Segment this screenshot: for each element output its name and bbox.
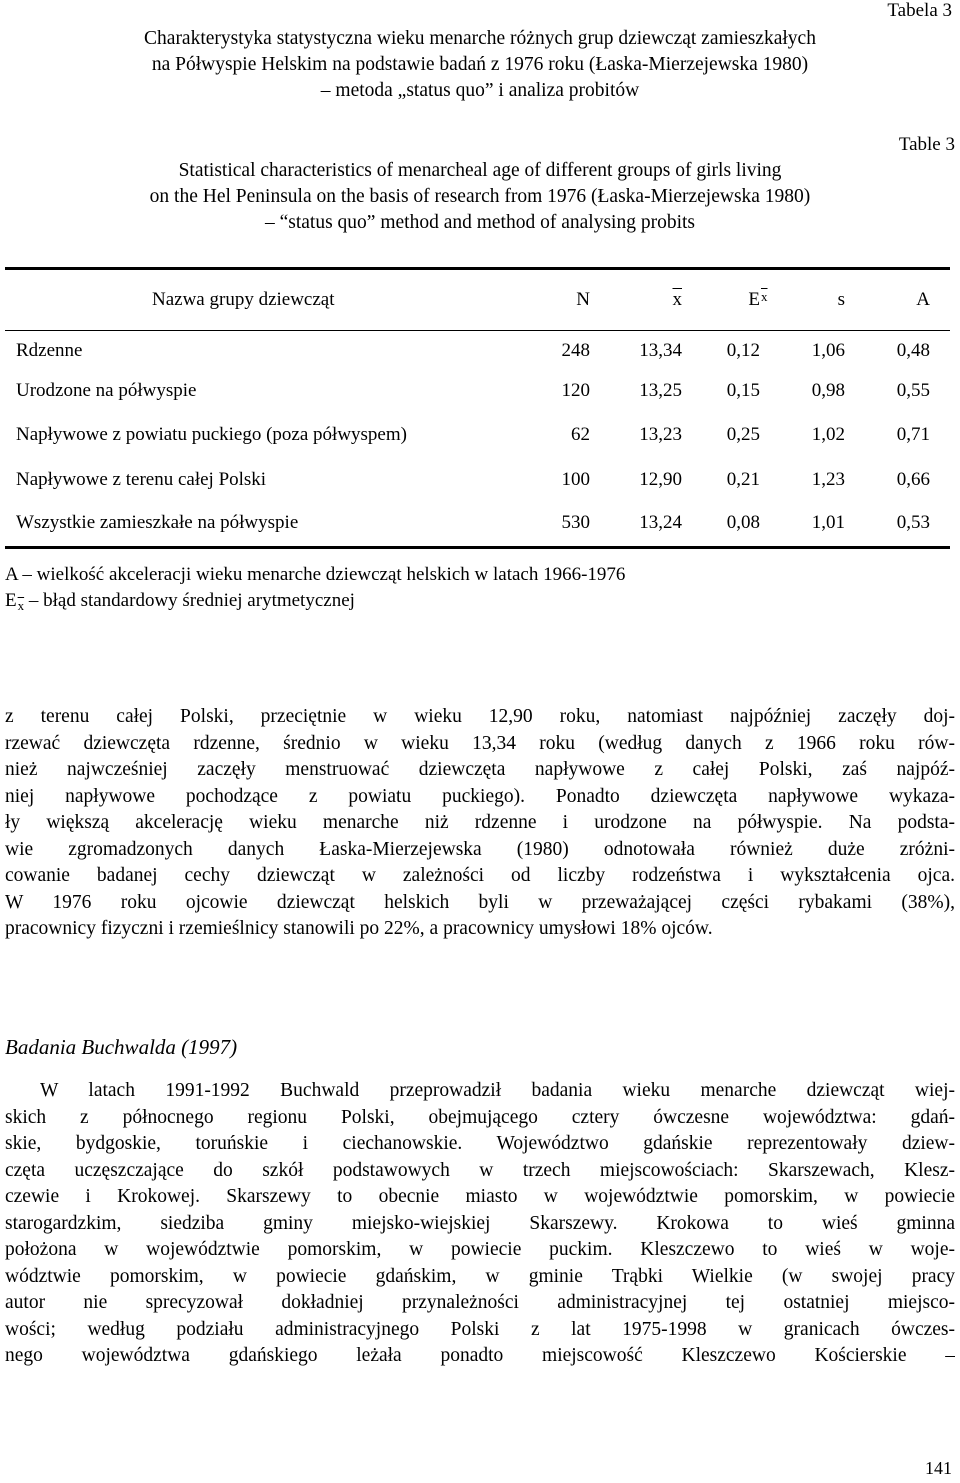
paragraph-line: położona w województwie pomorskim, w powiecie puckim. Kleszczewo to wieś w woje-: [5, 1239, 955, 1260]
table-row: [0, 424, 960, 454]
table-row: [0, 340, 960, 370]
caption-en: [60, 158, 900, 236]
paragraph-line: niej napływowe pochodzące z powiatu puckiego). Ponadto dziewczęta napływowe wykaza-: [5, 785, 955, 807]
caption-pl-line: na Półwyspie Helskim na podstawie badań z 1976 roku (Łaska-Mierzejewska 1980): [151, 54, 809, 75]
cell-a: 0,71: [896, 424, 930, 445]
paragraph-line: autor nie sprecyzował dokładniej przynależności administracyjnej tej ostatniej miejsco-: [5, 1292, 955, 1313]
note-e: $E_{\overline{x}}$ – błąd standardowy średniej arytmetycznej: [5, 590, 355, 613]
cell-a: 0,55: [896, 380, 930, 401]
caption-pl-line: Charakterystyka statystyczna wieku menarche różnych grup dziewcząt zamieszkałych: [144, 28, 816, 49]
caption-en-line: Statistical characteristics of menarcheal age of different groups of girls living: [178, 160, 782, 181]
table-bottom-rule: [5, 546, 950, 549]
cell-a: 0,53: [896, 512, 930, 533]
paragraph-line: częta uczęszczające do szkół podstawowych w trzech miejscowościach: Skarszewach, Klesz-: [5, 1159, 955, 1181]
cell-mean: 13,25: [639, 380, 682, 401]
paragraph-line: W 1976 roku ojcowie dziewcząt helskich byli w przeważającej części rybakami (38%),: [5, 891, 955, 913]
cell-s: 1,01: [811, 512, 845, 533]
section-heading: Badania Buchwalda (1997): [5, 1035, 238, 1059]
paragraph-line: wości; według podziału administracyjnego Polski z lat 1975-1998 w granicach ówczes-: [5, 1318, 955, 1340]
paragraph-line: z terenu całej Polski, przeciętnie w wieku 12,90 roku, natomiast najpóźniej zaczęły doj-: [5, 706, 955, 727]
cell-n: 120: [561, 380, 590, 401]
page-number: 141: [925, 1458, 952, 1478]
table-row: [0, 380, 960, 410]
paragraph-line: pracownicy fizyczni i rzemieślnicy stanowili po 22%, a pracownicy umysłowi 18% ojców.: [5, 918, 713, 939]
caption-en-line: on the Hel Peninsula on the basis of research from 1976 (Łaska-Mierzejewska 1980): [149, 186, 811, 207]
header-se: E $\overline{x}$: [748, 289, 768, 310]
cell-n: 530: [561, 512, 590, 533]
table-row: [0, 469, 960, 499]
cell-mean: 13,23: [639, 424, 682, 445]
paragraph-line: cowanie badanej cechy dziewcząt w zależności od liczby rodzeństwa i wykształcenia ojca.: [5, 865, 955, 886]
paragraph-1: [5, 704, 955, 943]
paragraph-line: skie, bydgoskie, toruńskie i ciechanowskie. Województwo gdańskie reprezentowały dziew-: [5, 1133, 955, 1154]
cell-s: 1,23: [811, 469, 845, 490]
cell-se: 0,25: [726, 424, 760, 445]
paragraph-line: ły większą akcelerację wieku menarche niż rdzenne i urodzone na półwyspie. Na podsta-: [5, 812, 955, 833]
caption-pl-line: – metoda „status quo” i analiza probitów: [320, 80, 640, 101]
cell-se: 0,21: [726, 469, 760, 490]
cell-s: 1,06: [811, 340, 845, 361]
table-label-pl: Tabela 3: [887, 0, 952, 21]
cell-n: 62: [571, 424, 590, 445]
table-header-row: [0, 289, 960, 319]
note-a: A – wielkość akceleracji wieku menarche dziewcząt helskich w latach 1966-1976: [5, 564, 626, 585]
cell-se: 0,15: [726, 380, 760, 401]
cell-group: Urodzone na półwyspie: [16, 380, 197, 401]
cell-se: 0,08: [726, 512, 760, 533]
paragraph-line: skich z północnego regionu Polski, obejmującego cztery ówczesne województwa: gdań-: [5, 1106, 955, 1128]
header-s: s: [837, 289, 845, 310]
paragraph-line: W latach 1991-1992 Buchwald przeprowadził badania wieku menarche dziewcząt wiej-: [40, 1080, 955, 1101]
header-group: Nazwa grupy dziewcząt: [152, 289, 335, 310]
cell-group: Wszystkie zamieszkałe na półwyspie: [16, 512, 299, 533]
paragraph-line: wie zgromadzonych danych Łaska-Mierzejewska (1980) odnotowała również duże zróżni-: [5, 838, 955, 860]
cell-n: 100: [561, 469, 590, 490]
caption-en-line: – “status quo” method and method of analysing probits: [264, 212, 695, 233]
paragraph-line: starogardzkim, siedziba gminy miejsko-wiejskiej Skarszewy. Krokowa to wieś gminna: [5, 1212, 955, 1234]
cell-se: 0,12: [726, 340, 760, 361]
table-row: [0, 512, 960, 542]
paragraph-line: nież najwcześniej zaczęły menstruować dziewczęta napływowe z całej Polski, zaś najpóź-: [5, 759, 955, 780]
cell-mean: 12,90: [639, 469, 682, 490]
header-mean: $\overline{x}$: [672, 289, 682, 310]
header-n: N: [576, 289, 590, 310]
paragraph-line: rzewać dziewczęta rdzenne, średnio w wieku 13,34 roku (według danych z 1966 roku rów-: [5, 732, 955, 754]
caption-pl: [60, 26, 900, 104]
paragraph-line: nego województwa gdańskiego leżała ponadto miejscowość Kleszczewo Kościerskie –: [5, 1345, 955, 1366]
paragraph-line: czewie i Krokowej. Skarszewy to obecnie miasto w województwie pomorskim, w powiecie: [5, 1186, 955, 1207]
cell-group: Rdzenne: [16, 340, 83, 361]
cell-group: Napływowe z terenu całej Polski: [16, 469, 267, 490]
paragraph-2: [5, 1078, 955, 1370]
cell-mean: 13,24: [639, 512, 682, 533]
cell-s: 0,98: [811, 380, 845, 401]
cell-a: 0,48: [896, 340, 930, 361]
table-header-rule: [5, 330, 950, 331]
cell-group: Napływowe z powiatu puckiego (poza półwyspem): [16, 424, 407, 445]
cell-mean: 13,34: [639, 340, 682, 361]
paragraph-line: wództwie pomorskim, w powiecie gdańskim, w gminie Trąbki Wielkie (w swojej pracy: [5, 1265, 955, 1287]
table-top-rule: [5, 267, 950, 270]
cell-s: 1,02: [811, 424, 845, 445]
cell-n: 248: [561, 340, 590, 361]
table-label-en: Table 3: [898, 134, 955, 155]
header-a: A: [916, 289, 930, 310]
cell-a: 0,66: [896, 469, 930, 490]
